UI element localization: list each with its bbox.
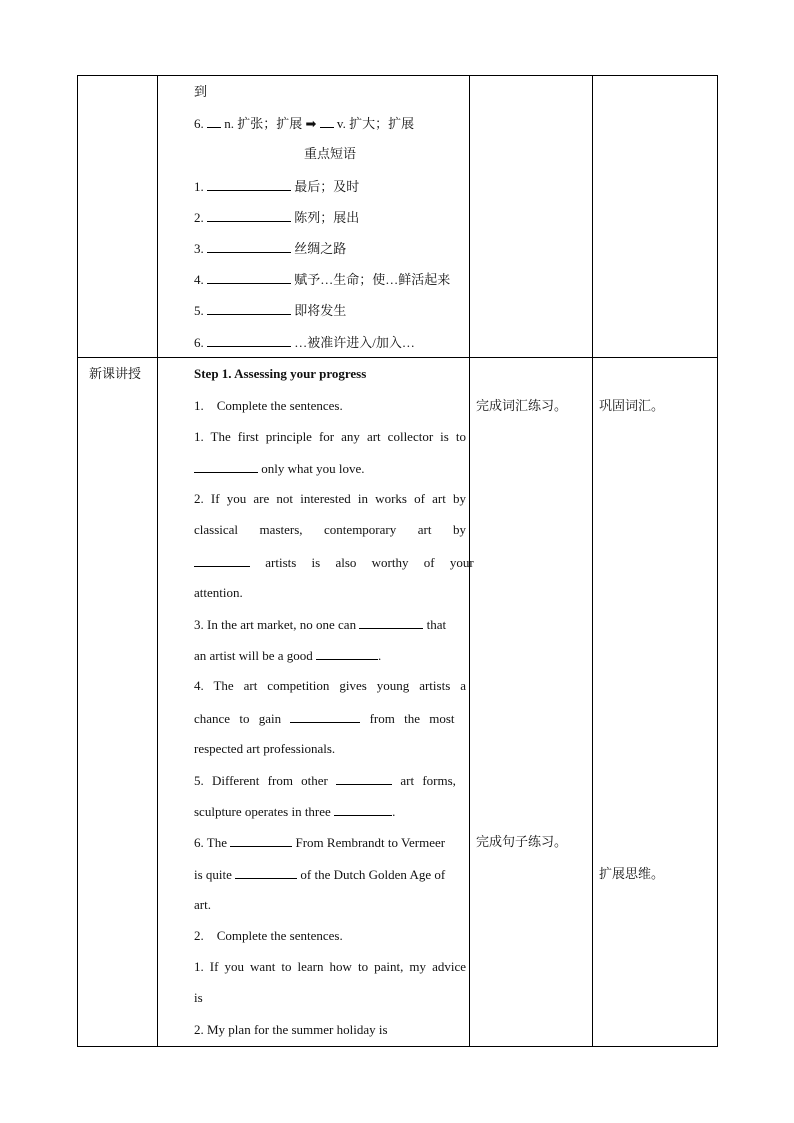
blank <box>320 113 334 128</box>
step-title: Step 1. Assessing your progress <box>194 366 367 381</box>
sentence-line: attention. <box>194 585 243 600</box>
activity-sentences: 完成句子练习。 <box>476 834 568 849</box>
sentence-line: classical masters, contemporary art by <box>194 522 466 537</box>
phrase-item: 2. 陈列；展出 <box>194 207 466 228</box>
table-row <box>78 76 718 358</box>
continued-word: 到 <box>194 84 208 99</box>
blank <box>334 801 392 816</box>
blank <box>290 708 360 723</box>
label-cell-empty <box>78 76 158 358</box>
sentence-line: 6. The From Rembrandt to Vermeer <box>194 832 466 853</box>
blank <box>207 176 291 191</box>
phrase-heading: 重点短语 <box>303 146 356 161</box>
blank <box>194 552 250 567</box>
blank <box>207 269 291 284</box>
arrow-right-icon: ➡ <box>305 117 317 132</box>
sentence-line: is quite of the Dutch Golden Age of <box>194 864 466 885</box>
part-heading: 1. Complete the sentences. <box>194 398 343 413</box>
blank <box>235 864 297 879</box>
sentence-line: 3. In the art market, no one can that <box>194 614 466 635</box>
section-label-cell <box>78 358 158 1047</box>
blank <box>207 238 291 253</box>
blank <box>194 458 258 473</box>
blank <box>336 770 392 785</box>
word-formation-item: 6. n. 扩张；扩展 ➡ v. 扩大；扩展 <box>194 113 466 135</box>
sentence-line: 2. My plan for the summer holiday is <box>194 1022 388 1037</box>
blank <box>207 332 291 347</box>
sentence-line: is <box>194 990 203 1005</box>
phrase-item: 3. 丝绸之路 <box>194 238 466 259</box>
part-heading: 2. Complete the sentences. <box>194 928 343 943</box>
blank <box>316 645 378 660</box>
activity-cell-empty <box>470 76 593 358</box>
purpose-cell <box>593 358 718 1047</box>
phrase-item: 1. 最后；及时 <box>194 176 466 197</box>
sentence-line: respected art professionals. <box>194 741 336 756</box>
table-row <box>78 358 718 1047</box>
blank <box>230 832 292 847</box>
purpose-cell-empty <box>593 76 718 358</box>
section-label: 新课讲授 <box>89 366 142 381</box>
blank <box>359 614 423 629</box>
activity-vocab: 完成词汇练习。 <box>476 398 568 413</box>
activity-cell <box>470 358 593 1047</box>
purpose-vocab: 巩固词汇。 <box>599 398 665 413</box>
sentence-line: 1. The first principle for any art collector is to <box>194 429 466 444</box>
phrase-item: 6. …被准许进入/加入… <box>194 332 466 353</box>
sentence-line: artists is also worthy of your <box>194 552 466 573</box>
content-cell <box>158 358 474 1047</box>
blank <box>207 207 291 222</box>
sentence-line: 2. If you are not interested in works of art by <box>194 491 466 506</box>
sentence-line: an artist will be a good . <box>194 645 466 666</box>
blank <box>207 300 291 315</box>
sentence-line: 5. Different from other art forms, <box>194 770 466 791</box>
sentence-line: 1. If you want to learn how to paint, my advice <box>194 959 466 974</box>
sentence-line: only what you love. <box>194 458 466 479</box>
blank <box>207 113 221 128</box>
sentence-line: chance to gain from the most <box>194 708 466 729</box>
sentence-line: sculpture operates in three . <box>194 801 466 822</box>
sentence-line: 4. The art competition gives young artists a <box>194 678 466 693</box>
sentence-line: art. <box>194 897 211 912</box>
phrase-item: 4. 赋予…生命；使…鲜活起来 <box>194 269 466 290</box>
phrase-item: 5. 即将发生 <box>194 300 466 321</box>
lesson-plan-table <box>77 75 718 1047</box>
purpose-thinking: 扩展思维。 <box>599 866 665 881</box>
vocab-cell <box>158 76 470 358</box>
